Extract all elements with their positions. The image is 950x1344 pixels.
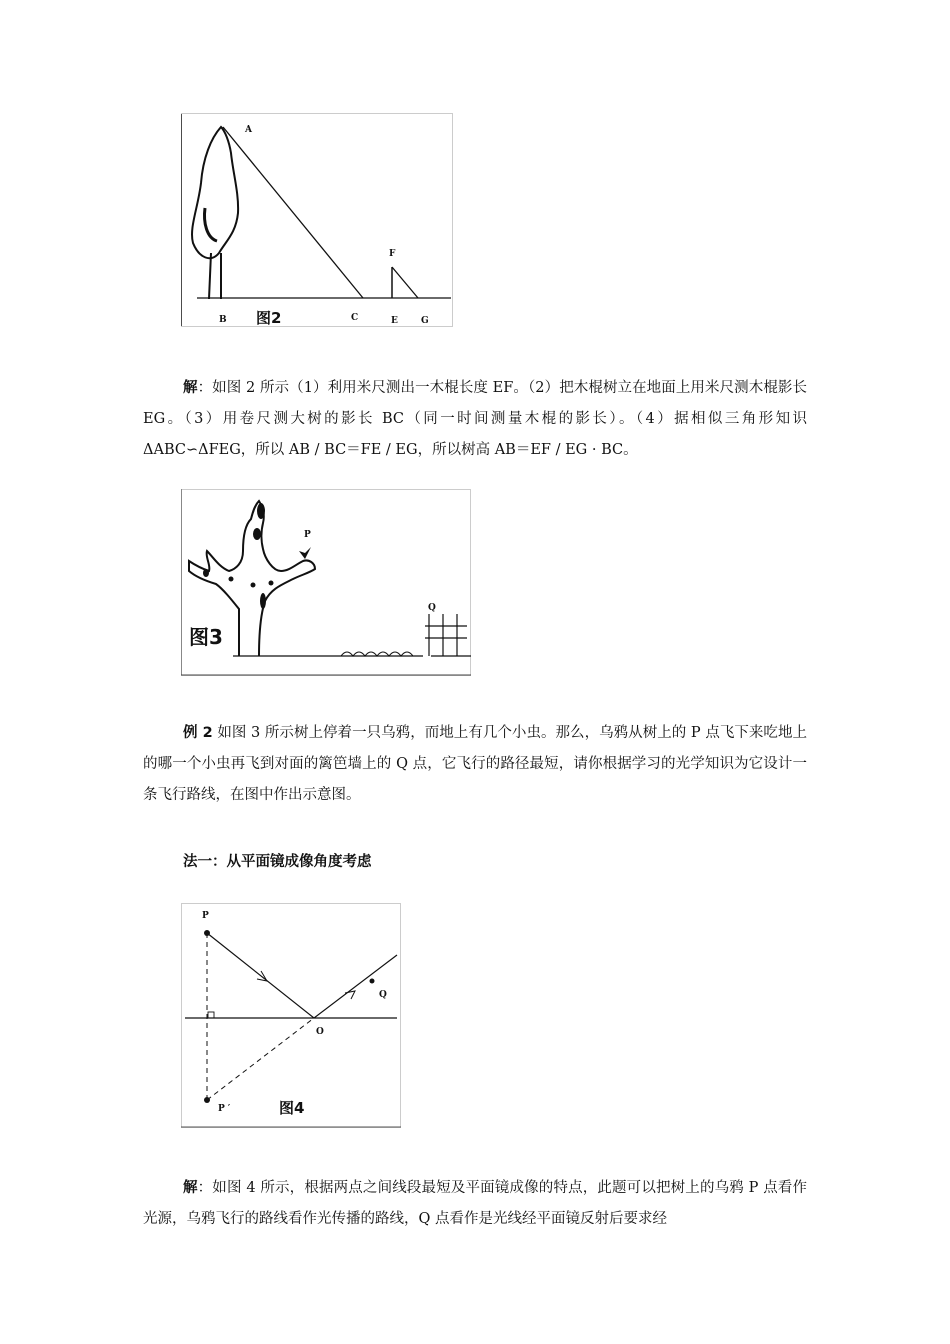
label-Q: Q	[428, 603, 436, 613]
label-P-prime: P ′	[218, 1104, 231, 1114]
figure-4-caption: 图4	[279, 1099, 305, 1117]
solution-text: ：如图 2 所示（1）利用米尺测出一木棍长度 EF。（2）把木棍树立在地面上用米尺测木棍影长 EG。（3）用卷尺测大树的影长 BC（同一时间测量木棍的影长）。（4）据相似三角形知识ΔABC∽ΔFEG，所以 AB / BC＝FE / EG，所以树高 AB＝EF / EG · BC。	[143, 380, 808, 458]
figure-2-caption: 图2	[256, 309, 282, 327]
label-F: F	[389, 249, 396, 259]
label-B: B	[219, 315, 227, 325]
figure-3-caption: 图3	[189, 625, 223, 649]
solution-label: 解	[183, 1180, 198, 1196]
solution-paragraph-1	[143, 373, 807, 466]
solution-text: ：如图 4 所示，根据两点之间线段最短及平面镜成像的特点，此题可以把树上的乌鸦 P 点看作光源，乌鸦飞行的路线看作光传播的路线，Q 点看作是光线经平面镜反射后要求经	[143, 1180, 807, 1227]
label-A: A	[245, 125, 252, 135]
label-P: P	[202, 911, 209, 921]
label-P: P	[304, 530, 311, 540]
figure-2	[181, 113, 453, 327]
figure-3-frame	[182, 490, 471, 676]
example-text: 如图 3 所示树上停着一只乌鸦，而地上有几个小虫。那么，乌鸦从树上的 P 点飞下来吃地上的哪一个小虫再飞到对面的篱笆墙上的 Q 点，它飞行的路径最短，请你根据学习的光学知识为它设计一条飞行路线，在图中作出示意图。	[143, 725, 807, 803]
figure-2-frame	[182, 114, 453, 327]
label-Q: Q	[379, 990, 387, 1000]
example-2-paragraph	[143, 718, 807, 811]
point-P-prime	[204, 1097, 210, 1103]
label-O: O	[316, 1027, 324, 1037]
point-Q	[370, 979, 375, 984]
solution-label: 解	[183, 380, 198, 396]
label-C: C	[351, 313, 359, 323]
label-E: E	[391, 316, 398, 326]
figure-3	[181, 489, 471, 676]
point-P	[204, 930, 210, 936]
solution-paragraph-2	[143, 1173, 807, 1235]
figure-4	[181, 903, 401, 1128]
label-G: G	[421, 316, 429, 326]
method-1-heading: 法一：从平面镜成像角度考虑	[183, 854, 372, 870]
example-label: 例 2	[183, 725, 213, 741]
